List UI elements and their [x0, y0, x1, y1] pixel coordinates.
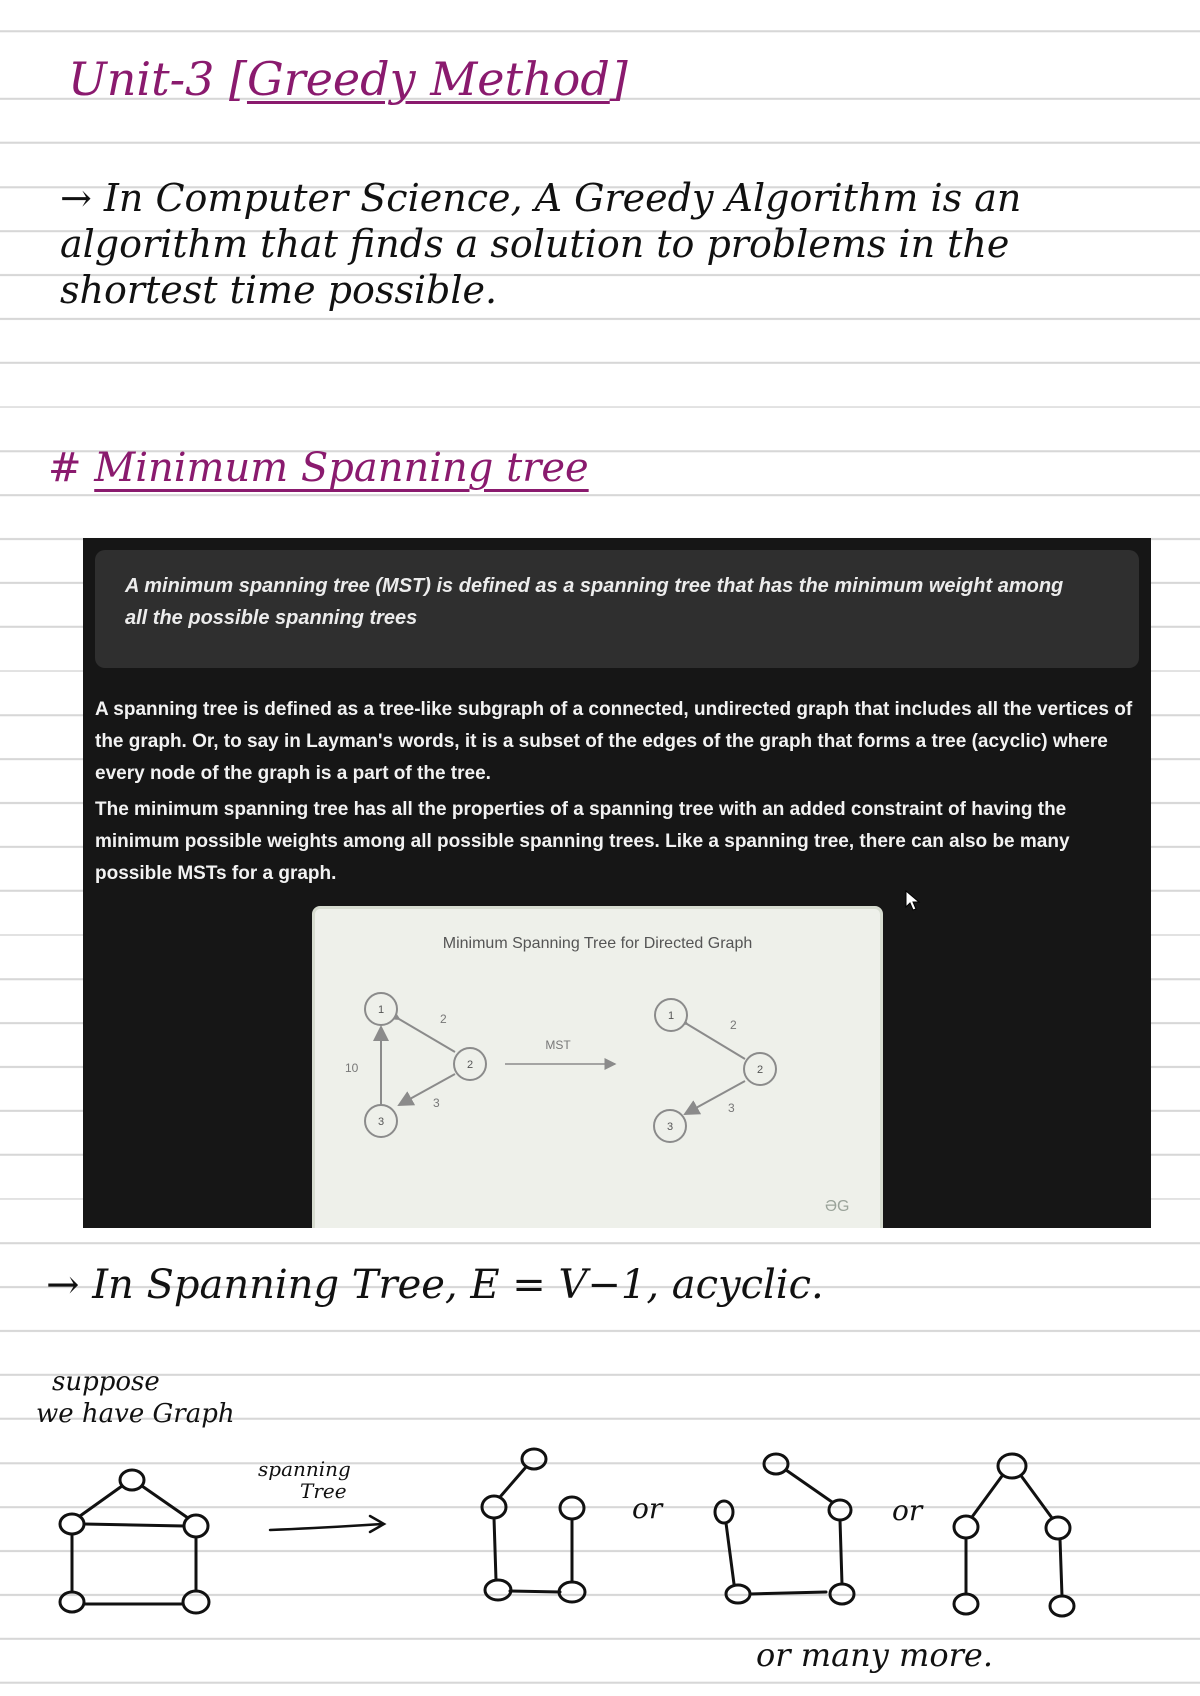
figure-title: Minimum Spanning Tree for Directed Graph [442, 935, 753, 952]
spanning-tree-arrow [270, 1516, 384, 1532]
heading-text: Minimum Spanning tree [94, 445, 589, 491]
mst-callout-text: A minimum spanning tree (MST) is defined as a spanning tree that has the minimum weight among all the possible spanning trees [125, 575, 1064, 629]
arrow-label-line-1: spanning [258, 1457, 351, 1481]
right-node-1-label: 1 [667, 1010, 675, 1022]
spanning-tree-paragraph: A spanning tree is defined as a tree-like subgraph of a connected, undirected graph that includes all the vertices of the graph. Or, to say in Layman's words, it is a subset of the edges of the graph that forms a tree (acyclic) where every node of the graph is a part of the tree. [95, 699, 1133, 784]
arrow-label-line-2: Tree [300, 1479, 347, 1503]
title-topic: Greedy Method [246, 52, 610, 106]
spanning-tree-option-2 [715, 1454, 854, 1604]
spanning-tree-note: → In Spanning Tree, E = V−1, acyclic. [46, 1262, 824, 1308]
original-graph-sketch [60, 1470, 209, 1613]
left-node-2-label: 2 [466, 1059, 474, 1071]
many-more-note: or many more. [756, 1636, 994, 1674]
right-node-2-label: 2 [756, 1064, 764, 1076]
left-weight-3-1: 10 [345, 1061, 359, 1075]
left-weight-1-2: 2 [440, 1012, 447, 1026]
heading-prefix: # [48, 445, 95, 491]
spanning-tree-option-1 [482, 1449, 585, 1602]
left-node-1-label: 1 [377, 1004, 385, 1016]
right-weight-1-2: 2 [730, 1018, 737, 1032]
or-label-1: or [632, 1492, 663, 1525]
left-node-3-label: 3 [377, 1116, 385, 1128]
or-label-2: or [892, 1494, 923, 1527]
spanning-tree-option-3 [954, 1454, 1074, 1616]
title-prefix: Unit-3 [ [68, 52, 247, 106]
gfg-logo: ƏG [825, 1198, 850, 1215]
suppose-line-1: suppose [52, 1367, 160, 1397]
right-node-3-label: 3 [666, 1121, 674, 1133]
mst-property-paragraph: The minimum spanning tree has all the properties of a spanning tree with an added constraint of having the minimum possible weights among all possible spanning trees. Like a spanning tree, there can also be many possible MSTs for a graph. [95, 799, 1070, 884]
title-suffix: ] [609, 52, 628, 106]
right-weight-2-3: 3 [728, 1101, 735, 1115]
suppose-line-2: we have Graph [36, 1399, 235, 1429]
greedy-definition: → In Computer Science, A Greedy Algorithm is an algorithm that finds a solution to problems in the shortest time possible. [60, 176, 1022, 312]
mst-arrow-label: MST [545, 1038, 571, 1052]
left-weight-2-3: 3 [433, 1096, 440, 1110]
